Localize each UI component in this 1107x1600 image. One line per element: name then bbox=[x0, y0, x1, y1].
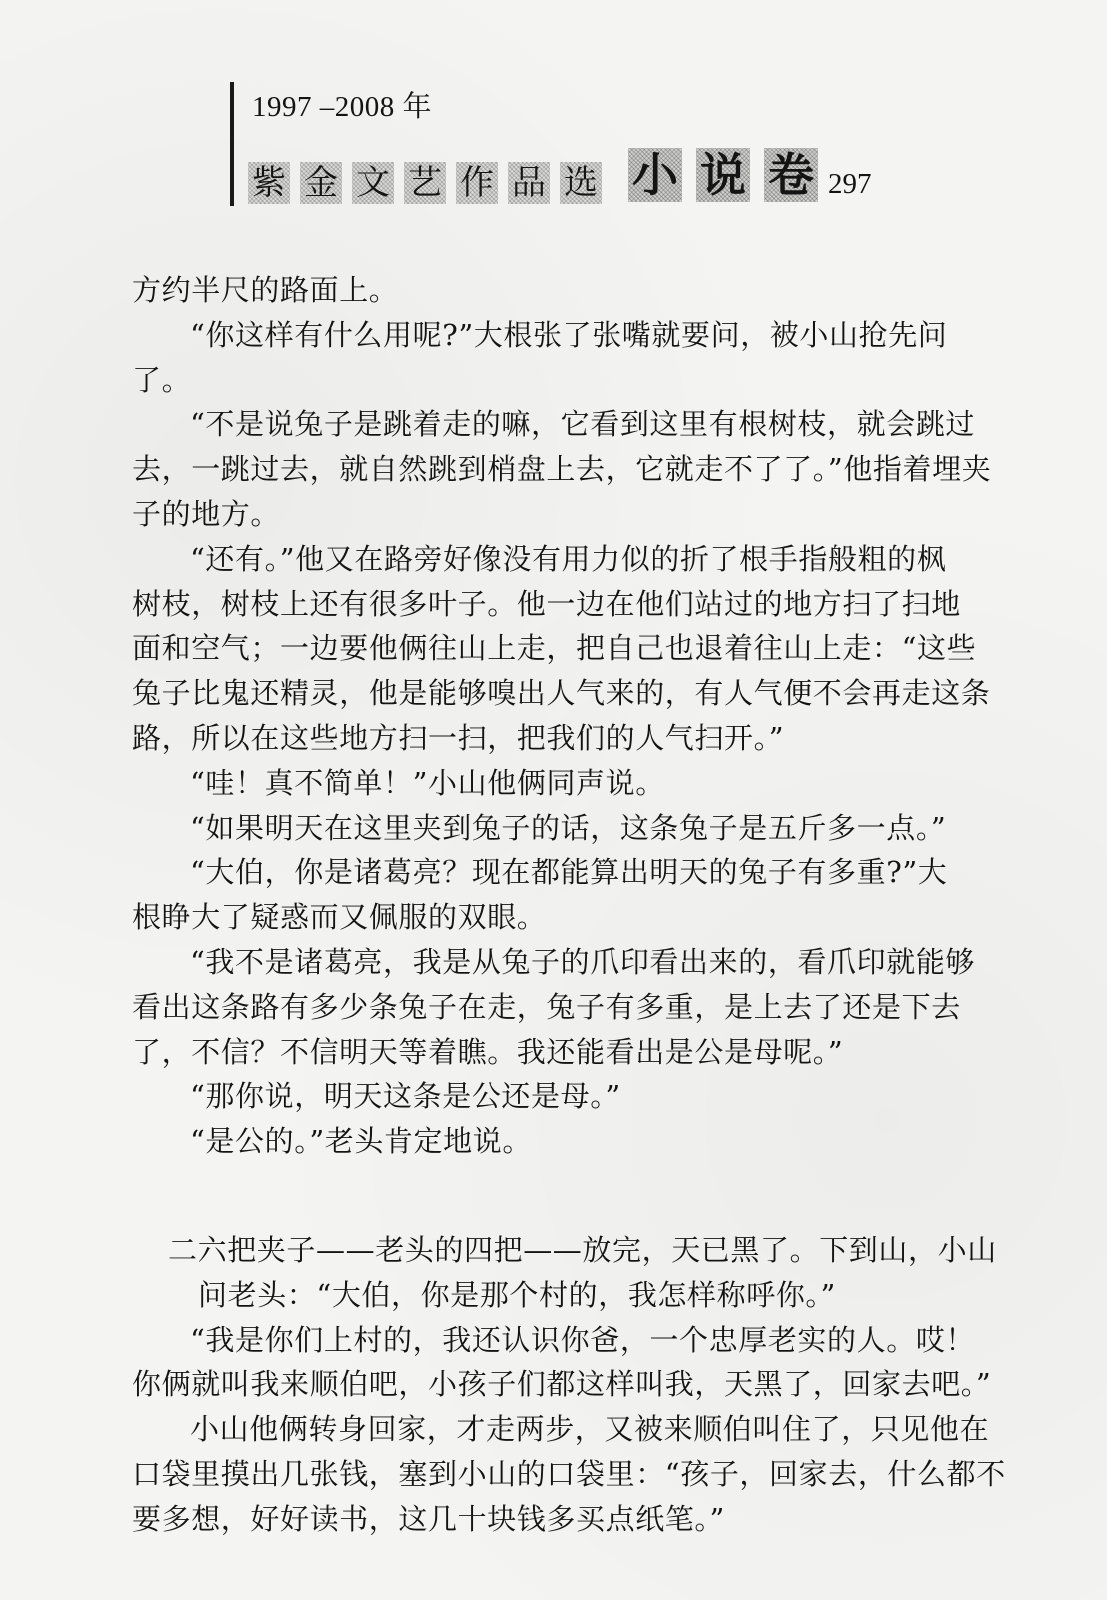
text-line: “哇！真不简单！”小山他俩同声说。 bbox=[190, 765, 665, 800]
page-number: 297 bbox=[828, 168, 872, 200]
text-line: 去，一跳过去，就自然跳到梢盘上去，它就走不了了。”他指着埋夹 bbox=[132, 452, 992, 487]
text-line: 要多想，好好读书，这几十块钱多买点纸笔。” bbox=[132, 1501, 725, 1536]
text-line: 根睁大了疑惑而又佩服的双眼。 bbox=[132, 900, 547, 935]
text-line: “那你说，明天这条是公还是母。” bbox=[190, 1079, 621, 1114]
series-title-char: 作 bbox=[456, 162, 498, 204]
text-line: “你这样有什么用呢?”大根张了张嘴就要问，被小山抢先问 bbox=[190, 317, 948, 352]
text-line: “还有。”他又在路旁好像没有用力似的折了根手指般粗的枫 bbox=[190, 541, 947, 576]
running-header bbox=[248, 148, 872, 204]
section-break bbox=[132, 1164, 952, 1228]
volume-title bbox=[628, 148, 832, 204]
header-years: 1997 –2008 年 bbox=[252, 91, 433, 123]
text-line: 了，不信？不信明天等着瞧。我还能看出是公是母呢。” bbox=[132, 1034, 844, 1069]
text-line: 方约半尺的路面上。 bbox=[132, 273, 399, 307]
text-line: 小山他俩转身回家，才走两步，又被来顺伯叫住了，只见他在 bbox=[190, 1412, 990, 1447]
series-title-char: 文 bbox=[352, 162, 394, 204]
text-line: 二六把夹子——老头的四把——放完，天已黑了。下到山，小山 bbox=[168, 1232, 997, 1267]
text-line: 树枝，树枝上还有很多叶子。他一边在他们站过的地方扫了扫地 bbox=[132, 586, 961, 621]
text-line: “我不是诸葛亮，我是从兔子的爪印看出来的，看爪印就能够 bbox=[190, 944, 976, 979]
text-line: 口袋里摸出几张钱，塞到小山的口袋里：“孩子，回家去，什么都不 bbox=[132, 1456, 1006, 1491]
text-line: 问老头：“大伯，你是那个村的，我怎样称呼你。” bbox=[198, 1277, 836, 1312]
text-line: 兔子比鬼还精灵，他是能够嗅出人气来的，有人气便不会再走这条 bbox=[132, 676, 991, 711]
series-title-char: 艺 bbox=[404, 162, 446, 204]
text-line: 子的地方。 bbox=[132, 496, 281, 531]
text-line: “不是说兔子是跳着走的嘛，它看到这里有根树枝，就会跳过 bbox=[190, 407, 976, 442]
text-line: “大伯，你是诸葛亮？现在都能算出明天的兔子有多重?”大 bbox=[190, 855, 948, 890]
series-title-char: 金 bbox=[300, 162, 342, 204]
text-line: 你俩就叫我来顺伯吧，小孩子们都这样叫我，天黑了，回家去吧。” bbox=[132, 1367, 992, 1402]
text-line: “如果明天在这里夹到兔子的话，这条兔子是五斤多一点。” bbox=[190, 810, 947, 845]
text-line: 面和空气；一边要他俩往山上走，把自己也退着往山上走：“这些 bbox=[132, 631, 977, 666]
text-line: 看出这条路有多少条兔子在走，兔子有多重，是上去了还是下去 bbox=[132, 989, 961, 1024]
text-line: “我是你们上村的，我还认识你爸，一个忠厚老实的人。哎！ bbox=[190, 1322, 976, 1357]
body-text bbox=[132, 268, 1006, 1542]
text-line: 路，所以在这些地方扫一扫，把我们的人气扫开。” bbox=[132, 720, 785, 755]
text-line: “是公的。”老头肯定地说。 bbox=[190, 1124, 532, 1159]
series-title-char: 品 bbox=[508, 162, 550, 204]
series-title-char: 选 bbox=[560, 162, 602, 204]
volume-title-char: 卷 bbox=[764, 148, 818, 202]
volume-title-char: 说 bbox=[696, 148, 750, 202]
text-line: 了。 bbox=[132, 362, 192, 397]
volume-title-char: 小 bbox=[628, 148, 682, 202]
series-title-char: 紫 bbox=[248, 162, 290, 204]
header-vertical-rule bbox=[230, 82, 234, 206]
